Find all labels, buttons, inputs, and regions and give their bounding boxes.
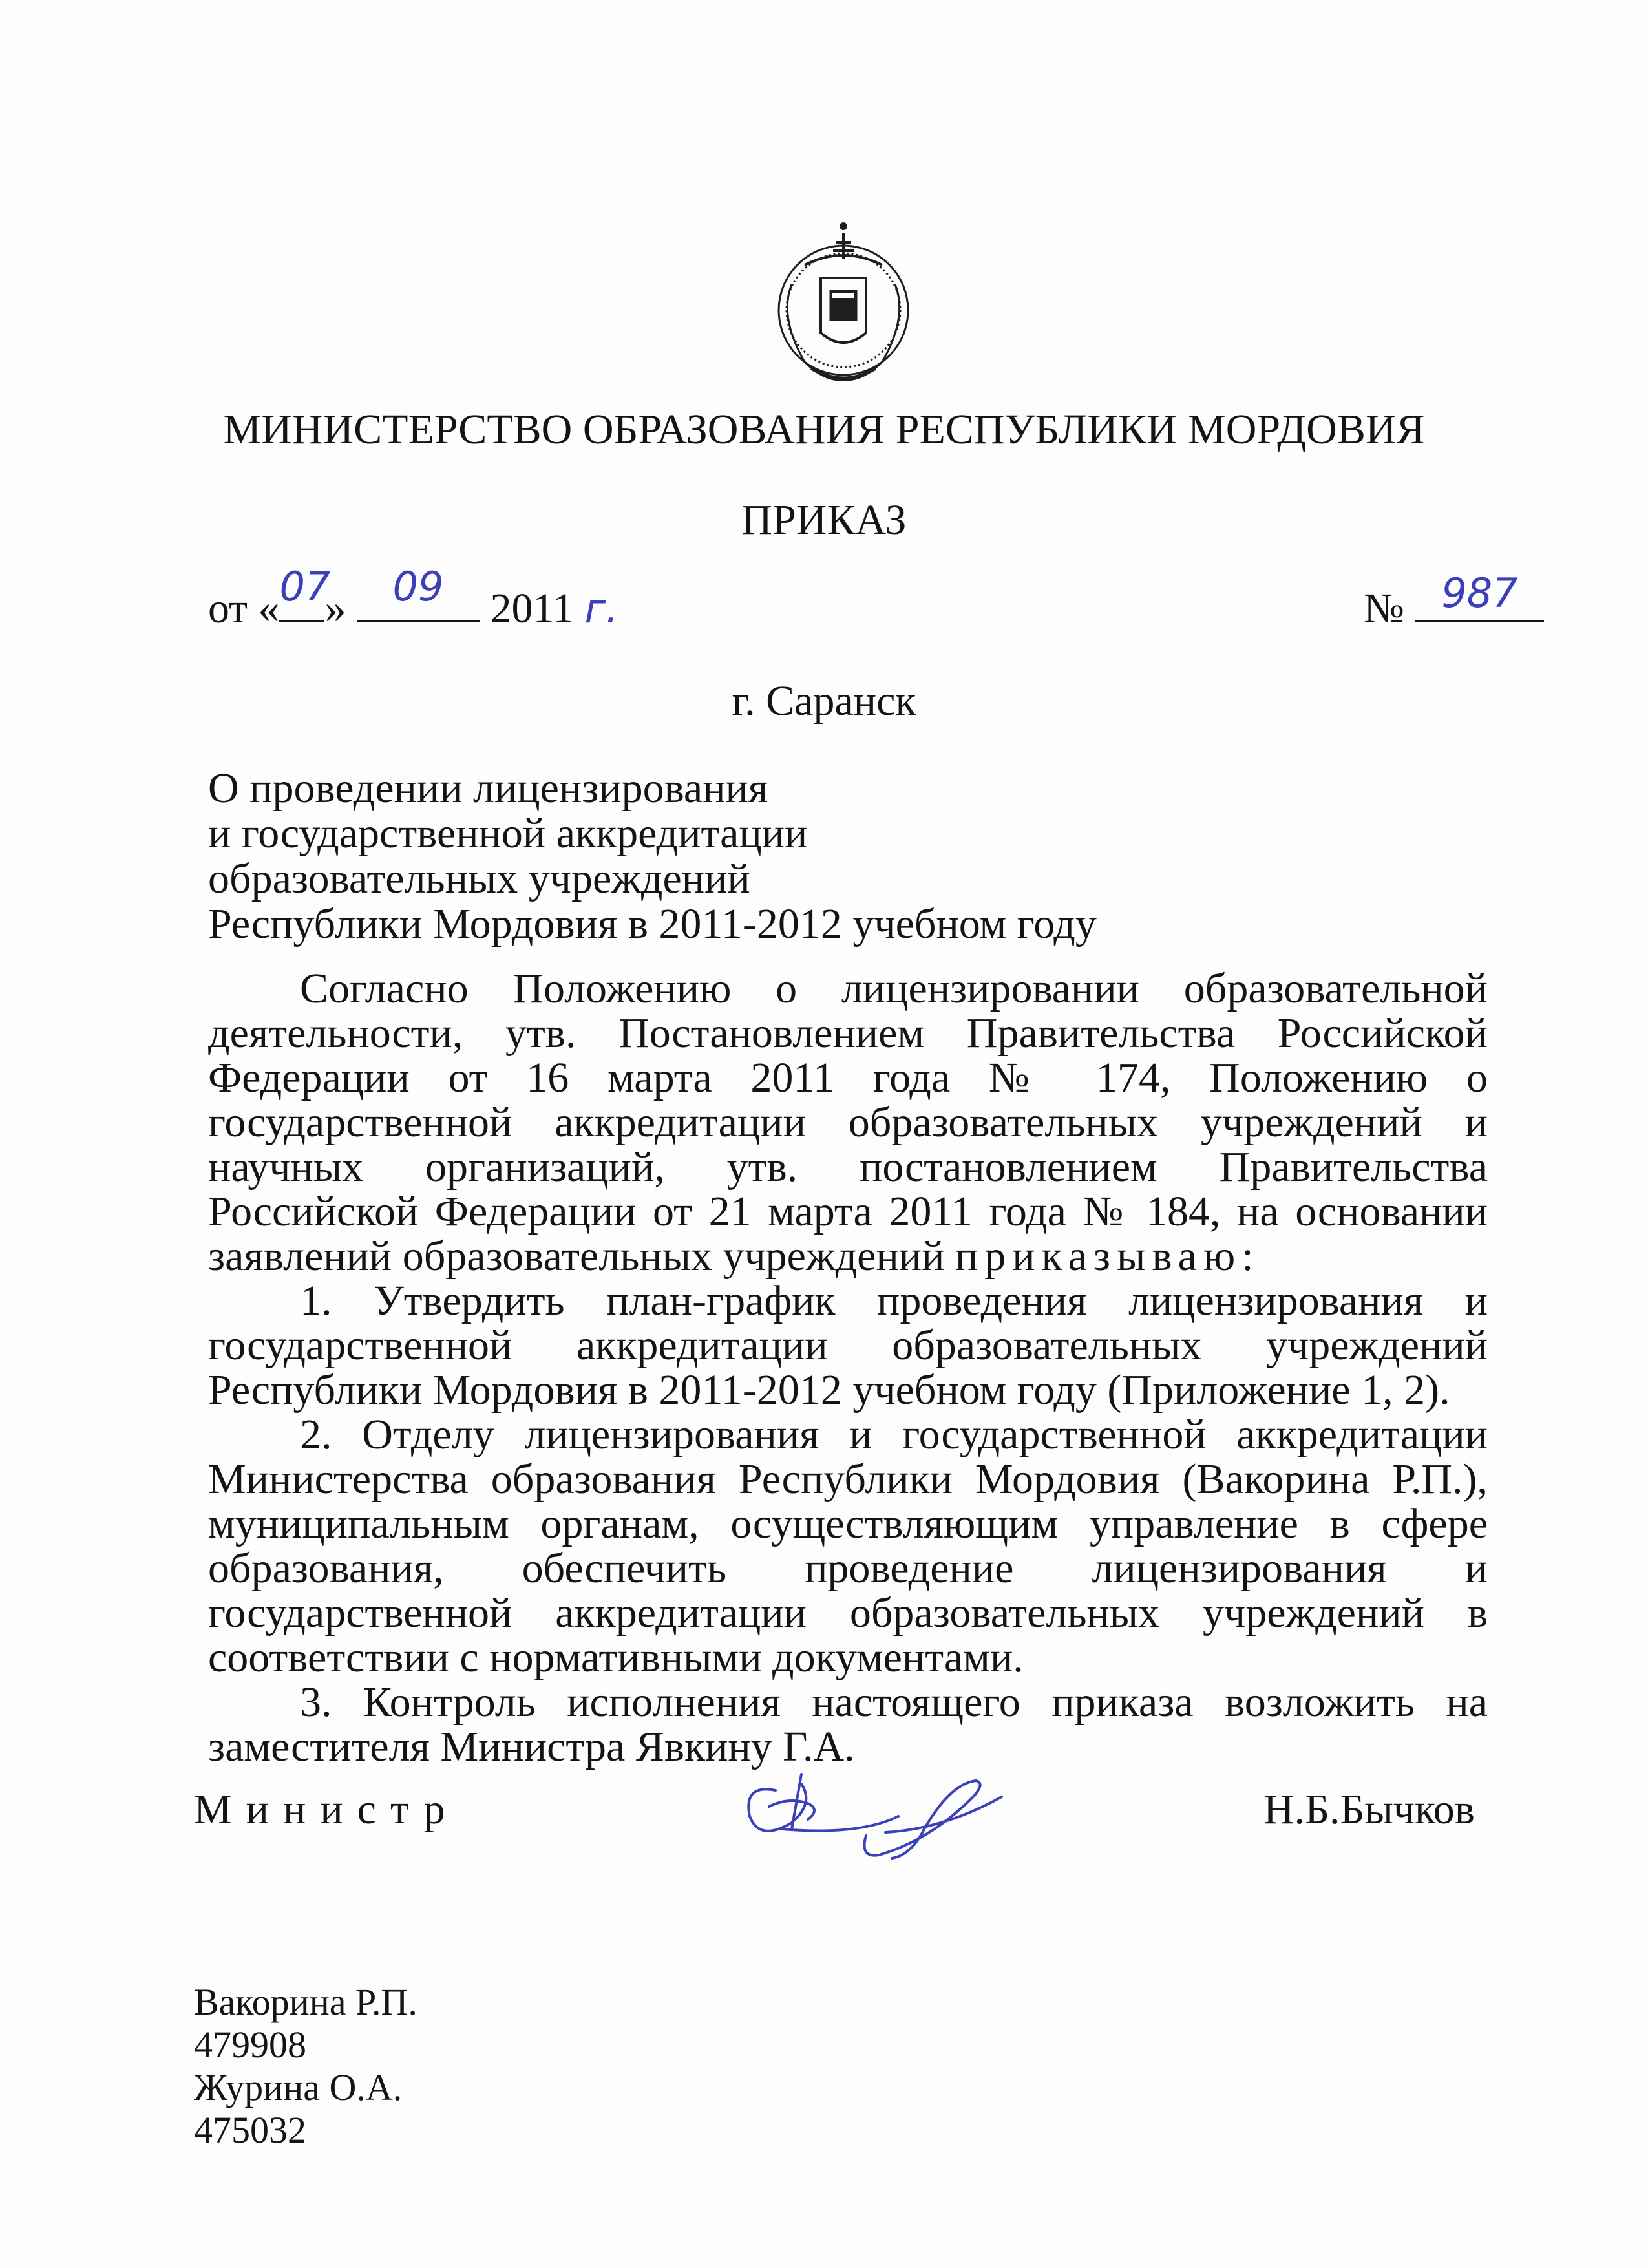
day-blank xyxy=(279,563,331,622)
contact-line: 479908 xyxy=(194,2024,306,2066)
subject-line: О проведении лицензирования xyxy=(208,765,768,812)
number-blank xyxy=(1415,569,1544,622)
date-line xyxy=(208,563,618,635)
document-type-title: ПРИКАЗ xyxy=(741,496,907,544)
order-item: 2. Отделу лицензирования и государственной аккредитации Министерства образования Республики Мордовия (Вакорина Р.П.), муниципальным органам, осуществляющим управление в сфере образования, обеспечить проведение лицензирования и государственной аккредитации образовательных учреждений в соответствии с нормативными документами. xyxy=(208,1411,1488,1681)
order-body xyxy=(208,966,1488,1769)
signatory-title: Министр xyxy=(194,1786,460,1833)
handwritten-signature xyxy=(730,1745,1041,1868)
preamble-text: Согласно Положению о лицензировании образовательной деятельности, утв. Постановлением Правительства Российской Федерации от 16 марта 2011 года № 174, Положению о государственной аккредитации образовательных учреждений и научных организаций, утв. постановлением Правительства Российской Федерации от 21 марта 2011 года № 184, на основании заявлений образовательных учреждений xyxy=(208,965,1488,1280)
order-item: 3. Контроль исполнения настоящего приказа возложить на заместителя Министра Явкину Г.А. xyxy=(208,1679,1488,1770)
day-handwritten: 07 xyxy=(279,563,331,610)
date-prefix: от « xyxy=(208,585,280,632)
number-handwritten: 987 xyxy=(1441,569,1518,617)
contact-line: 475032 xyxy=(194,2109,306,2151)
order-number-line xyxy=(1364,569,1544,635)
city: г. Саранск xyxy=(732,677,916,725)
contact-line: Вакорина Р.П. xyxy=(194,1981,417,2023)
order-subject xyxy=(208,766,1242,947)
order-word: приказываю: xyxy=(955,1233,1260,1280)
subject-line: Республики Мордовия в 2011-2012 учебном году xyxy=(208,900,1097,948)
number-label: № xyxy=(1364,585,1404,632)
subject-line: и государственной аккредитации xyxy=(208,810,808,857)
executor-contacts xyxy=(194,1981,417,2152)
ministry-header: МИНИСТЕРСТВО ОБРАЗОВАНИЯ РЕСПУБЛИКИ МОРДОВИЯ xyxy=(223,406,1425,453)
order-item: 1. Утвердить план-график проведения лицензирования и государственной аккредитации образовательных учреждений Республики Мордовия в 2011-2012 учебном году (Приложение 1, 2). xyxy=(208,1277,1488,1414)
month-handwritten: 09 xyxy=(392,563,444,610)
year-suffix-handwritten: г. xyxy=(584,585,618,632)
month-blank xyxy=(357,563,480,622)
date-year: 2011 xyxy=(490,585,575,632)
preamble-paragraph xyxy=(208,966,1488,1278)
signatory-name: Н.Б.Бычков xyxy=(1263,1786,1475,1833)
subject-line: образовательных учреждений xyxy=(208,855,750,902)
contact-line: Журина О.А. xyxy=(194,2066,403,2108)
date-quote-close: » xyxy=(324,585,346,632)
coat-of-arms-emblem xyxy=(766,207,921,401)
